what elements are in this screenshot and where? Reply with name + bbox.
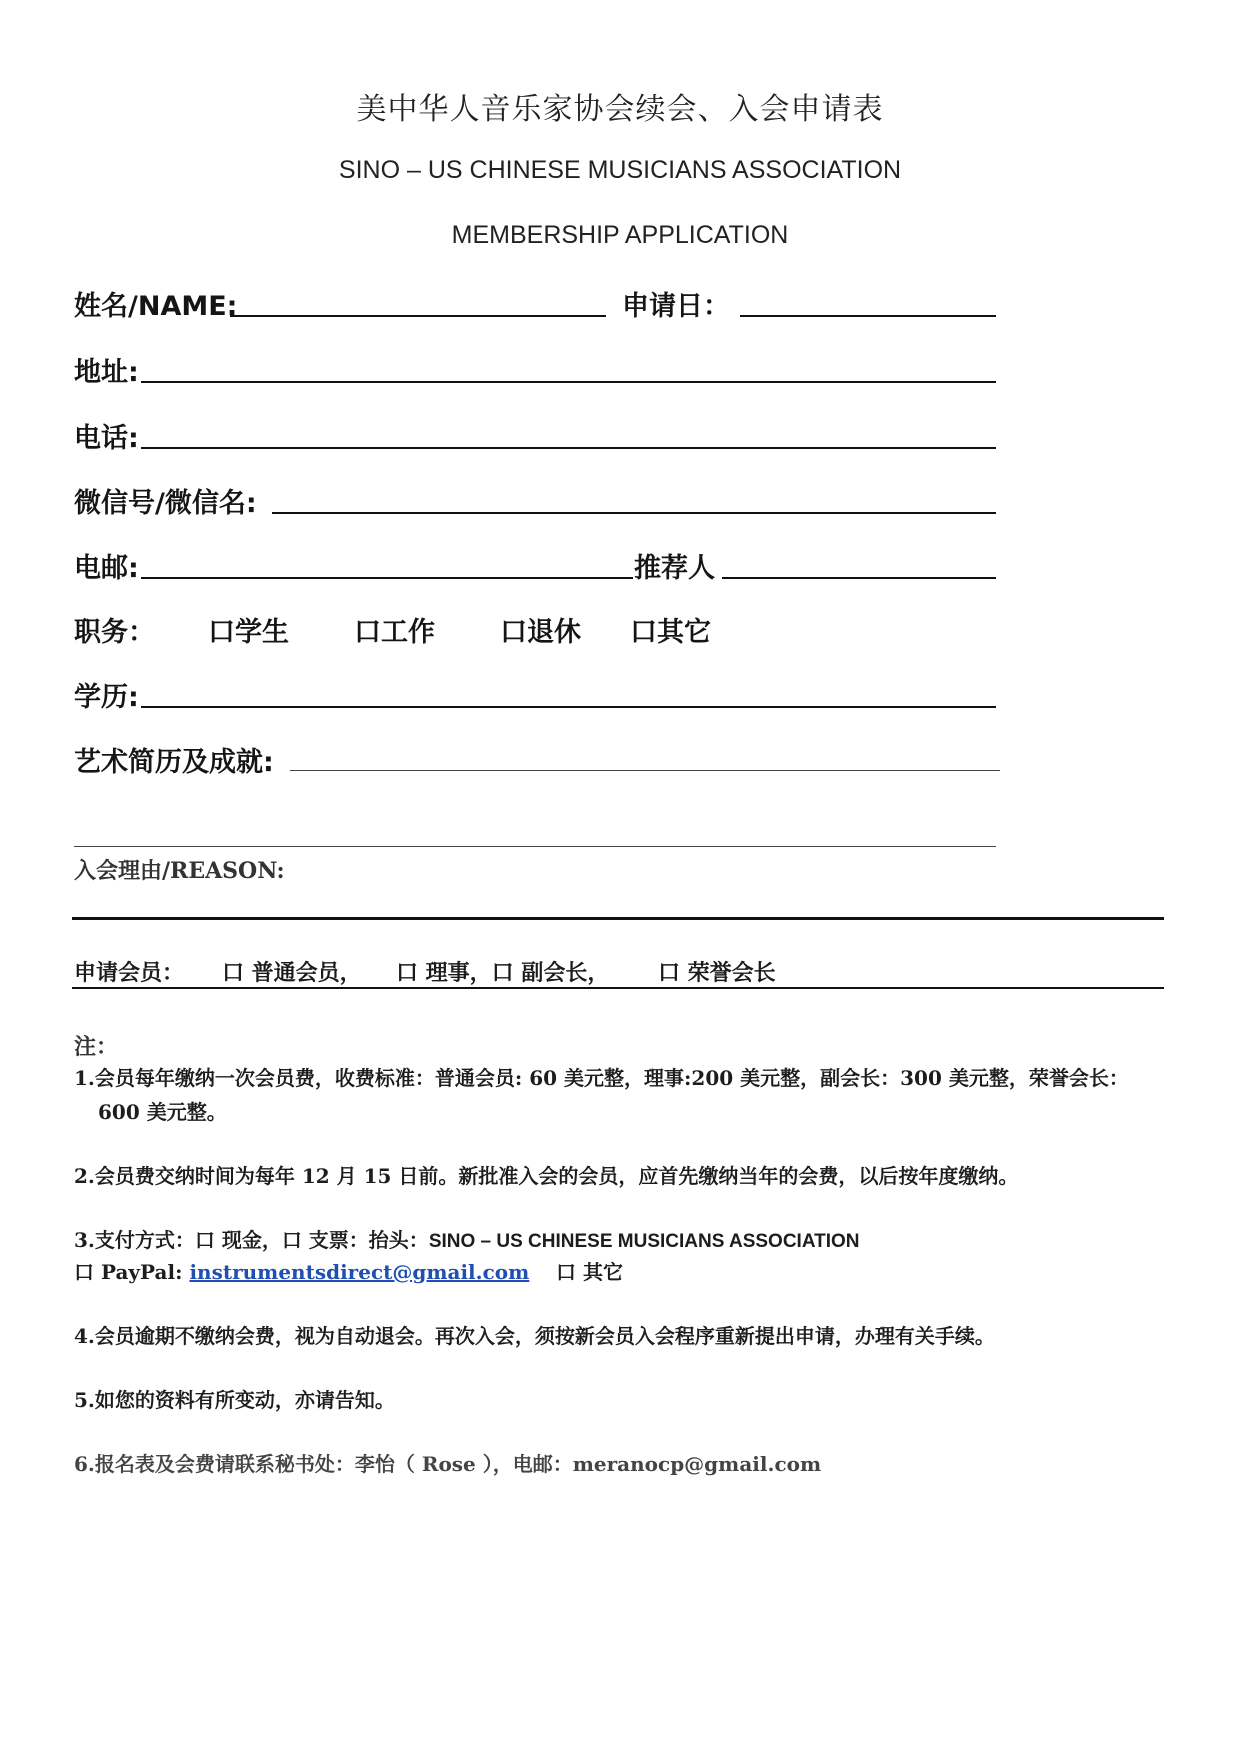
occupation-option-other[interactable]: 口其它: [630, 617, 711, 648]
paypal-label: 口 PayPal:: [74, 1260, 190, 1284]
membership-underline: [72, 987, 1164, 989]
phone-field-line[interactable]: [141, 447, 996, 449]
membership-label: 申请会员：: [74, 961, 185, 986]
note-3-payee: SINO – US CHINESE MUSICIANS ASSOCIATION: [428, 1231, 860, 1252]
art-bio-field-line-2[interactable]: [74, 846, 996, 847]
phone-label: 电话:: [74, 423, 139, 454]
note-2: 2.会员费交纳时间为每年 12 月 15 日前。新批准入会的会员，应首先缴纳当年的会费，以后按年度缴纳。: [74, 1164, 1019, 1188]
wechat-label: 微信号/微信名:: [74, 488, 257, 519]
note-1-line-2: 600 美元整。: [98, 1100, 227, 1124]
membership-option-regular[interactable]: 口 普通会员，: [222, 961, 362, 986]
art-bio-label: 艺术简历及成就:: [74, 747, 274, 778]
note-3-line-2: [74, 1256, 529, 1285]
note-4: 4.会员逾期不缴纳会费，视为自动退会。再次入会，须按新会员入会程序重新提出申请，办理有关手续。: [74, 1324, 995, 1348]
referrer-field-line[interactable]: [722, 577, 996, 579]
occupation-option-retired[interactable]: 口退休: [500, 617, 581, 648]
membership-option-honorary[interactable]: 口 荣誉会长: [658, 961, 776, 986]
payment-option-other: 口 其它: [556, 1260, 623, 1284]
occupation-option-student[interactable]: 口学生: [208, 617, 289, 648]
title-english-line1: SINO – US CHINESE MUSICIANS ASSOCIATION: [338, 156, 902, 184]
name-label: 姓名/NAME:: [74, 291, 238, 322]
occupation-option-working[interactable]: 口工作: [354, 617, 435, 648]
membership-option-director-vp[interactable]: 口 理事，口 副会长，: [396, 961, 610, 986]
note-1-line-1: 1.会员每年缴纳一次会员费，收费标准：普通会员: 60 美元整，理事:200 美元整，副会长：300 美元整，荣誉会长：: [74, 1066, 1129, 1090]
education-field-line[interactable]: [141, 706, 996, 708]
address-field-line[interactable]: [141, 381, 996, 383]
name-field-line[interactable]: [230, 315, 606, 317]
address-label: 地址:: [74, 357, 139, 388]
reason-label: 入会理由/REASON:: [74, 858, 285, 884]
wechat-field-line[interactable]: [272, 512, 996, 514]
title-english-line2: MEMBERSHIP APPLICATION: [451, 221, 789, 249]
note-3-line-1: [74, 1224, 860, 1253]
reason-field-line[interactable]: [72, 917, 1164, 920]
date-field-line[interactable]: [740, 315, 996, 317]
email-field-line[interactable]: [141, 577, 633, 579]
date-label: 申请日：: [622, 291, 730, 322]
paypal-email-link[interactable]: instrumentsdirect@gmail.com: [189, 1260, 530, 1284]
notes-heading: 注：: [74, 1034, 119, 1060]
note-6: 6.报名表及会费请联系秘书处：李怡（ Rose ），电邮：meranocp@gmail.com: [74, 1452, 822, 1476]
occupation-label: 职务：: [74, 617, 155, 648]
email-label: 电邮:: [74, 553, 139, 584]
title-chinese: 美中华人音乐家协会续会、入会申请表: [356, 92, 884, 127]
note-3-prefix: 3.支付方式：口 现金，口 支票：抬头：: [74, 1228, 429, 1252]
education-label: 学历:: [74, 682, 139, 713]
art-bio-field-line[interactable]: [290, 770, 1000, 771]
referrer-label: 推荐人: [634, 553, 715, 584]
note-5: 5.如您的资料有所变动，亦请告知。: [74, 1388, 395, 1412]
